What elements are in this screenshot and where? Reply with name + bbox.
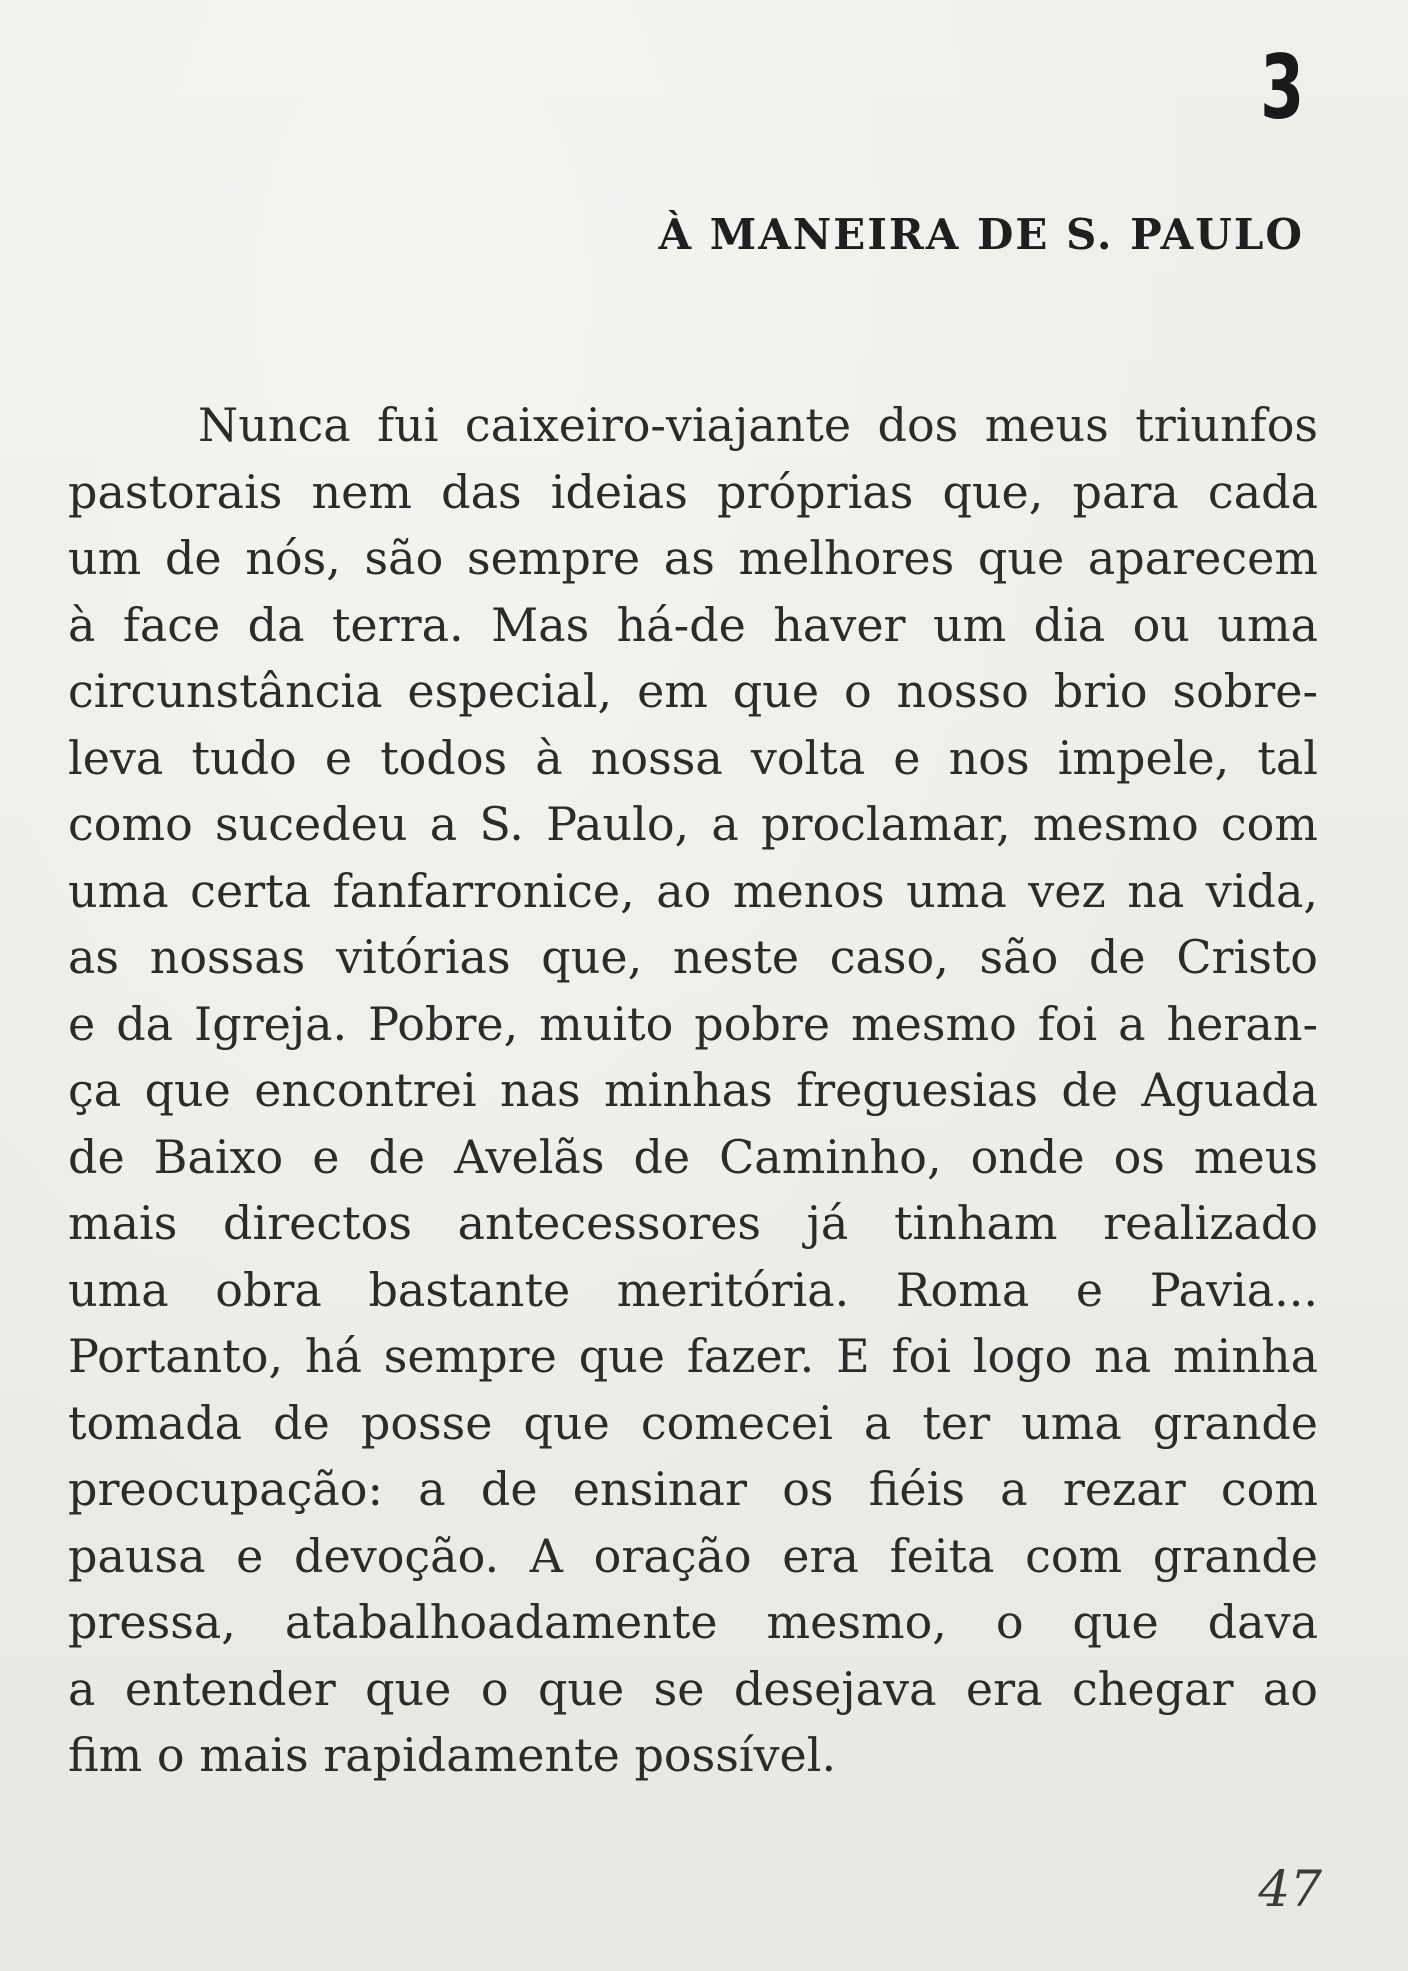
text-line: um de nós, são sempre as melhores que aparecem [68, 531, 1318, 585]
text-line: circunstância especial, em que o nosso brio sobre- [68, 664, 1318, 718]
text-line: à face da terra. Mas há-de haver um dia ou uma [68, 597, 1318, 652]
chapter-number: 3 [1259, 36, 1304, 139]
body-paragraph [68, 392, 1318, 1789]
text-line: de Baixo e de Avelãs de Caminho, onde os meus [68, 1129, 1318, 1184]
text-line: as nossas vitórias que, neste caso, são de Cristo [68, 930, 1318, 984]
text-line: como sucedeu a S. Paulo, a proclamar, mesmo com [68, 797, 1318, 851]
text-line: uma obra bastante meritória. Roma e Pavia... [68, 1262, 1318, 1317]
text-line: a entender que o que se desejava era chegar ao [68, 1661, 1318, 1716]
text-line: uma certa fanfarronice, ao menos uma vez na vida, [68, 863, 1318, 918]
text-line: pressa, atabalhoadamente mesmo, o que dava [68, 1595, 1318, 1649]
text-line: pausa e devoção. A oração era feita com grande [68, 1528, 1318, 1583]
text-line: tomada de posse que comecei a ter uma grande [68, 1395, 1318, 1450]
text-line: ça que encontrei nas minhas freguesias de Aguada [68, 1063, 1318, 1117]
chapter-title: À MANEIRA DE S. PAULO [658, 210, 1304, 259]
text-line: leva tudo e todos à nossa volta e nos impele, tal [68, 730, 1318, 785]
text-line: mais directos antecessores já tinham realizado [68, 1196, 1318, 1250]
text-line: Portanto, há sempre que fazer. E foi logo na minha [68, 1329, 1318, 1383]
text-line: Nunca fui caixeiro-viajante dos meus triunfos [198, 398, 1318, 452]
text-line: preocupação: a de ensinar os fiéis a rezar com [68, 1462, 1318, 1516]
text-line: pastorais nem das ideias próprias que, para cada [68, 464, 1318, 519]
text-line: e da Igreja. Pobre, muito pobre mesmo foi a heran- [68, 996, 1318, 1051]
text-line: fim o mais rapidamente possível. [68, 1728, 837, 1782]
page-number: 47 [1258, 1860, 1322, 1918]
